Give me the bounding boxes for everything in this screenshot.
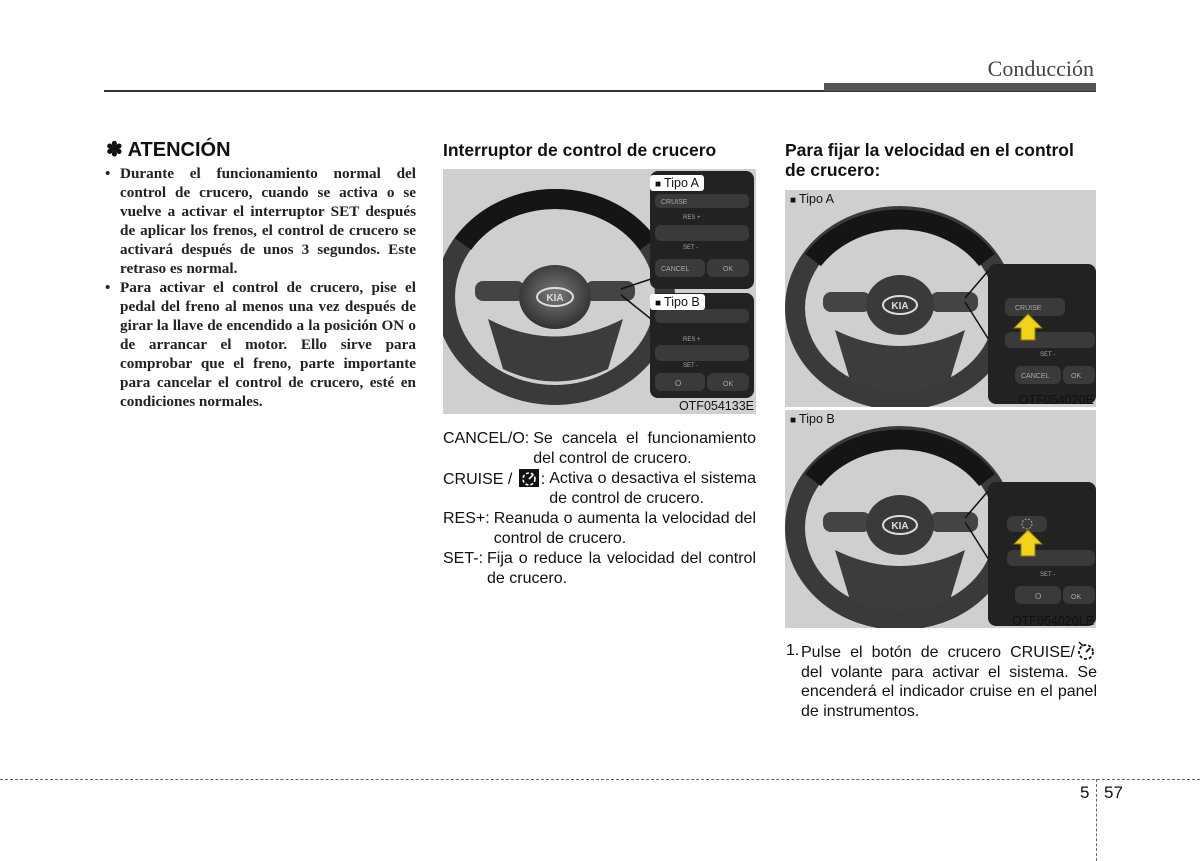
- section-title: Conducción: [987, 56, 1094, 81]
- figure-code: OTF054020E: [1018, 393, 1094, 407]
- steering-figure-type-b: [785, 410, 1096, 628]
- svg-text:RES +: RES +: [683, 215, 701, 221]
- def-desc: Se cancela el funcionamiento del control de crucero.: [533, 430, 756, 467]
- svg-text:CRUISE: CRUISE: [1015, 305, 1042, 312]
- kia-logo-text: KIA: [546, 293, 564, 304]
- svg-text:OK: OK: [723, 381, 734, 388]
- svg-text:OK: OK: [1071, 594, 1082, 601]
- steering-figure-type-a: [785, 190, 1096, 407]
- warning-bullet-1: • Durante el funcionamiento normal del control de crucero, cuando se activa o se vuelve a activar el interruptor SET después de aplicar los frenos, el control de crucero se activará después de unos 3 segundos. Este retraso es normal.: [104, 164, 416, 278]
- step-1: [786, 641, 1097, 721]
- svg-text:SET -: SET -: [1040, 572, 1056, 578]
- page-number: 57: [1104, 783, 1123, 802]
- steering-wheel-illustration: [785, 190, 1096, 407]
- def-cancel: [443, 429, 756, 468]
- warning-bullet-2: • Para activar el control de crucero, pise el pedal del freno al menos una vez después de girar la llave de encendido a la posición ON o de arrancar el motor. Ello sirve para comprobar que el freno, parte importante para cancelar el control de crucero, esté en condiciones normales.: [104, 278, 416, 411]
- def-term: SET-:: [443, 550, 484, 567]
- svg-text:OK: OK: [723, 266, 734, 273]
- svg-text:CRUISE: CRUISE: [661, 199, 688, 206]
- step-number: 1.: [786, 642, 800, 659]
- figure-code: OTF054020LE: [1012, 614, 1094, 628]
- def-term: RES+:: [443, 510, 490, 527]
- def-desc: Fija o reduce la velocidad del control de crucero.: [487, 550, 756, 587]
- tag-type-b: ■ Tipo B: [650, 294, 705, 310]
- set-speed-heading: Para fijar la velocidad en el control de crucero:: [785, 140, 1074, 180]
- tag-type-b: ■ Tipo B: [790, 412, 835, 426]
- def-cruise: [443, 469, 756, 508]
- def-desc: Reanuda o aumenta la velocidad del control de crucero.: [493, 510, 756, 547]
- svg-text:SET -: SET -: [683, 363, 699, 369]
- step-text: Pulse el botón de crucero CRUISE/ del volante para activar el sistema. Se encenderá el indicador cruise en el panel de instrumentos.: [801, 641, 1097, 721]
- switch-heading: Interruptor de control de crucero: [443, 140, 717, 160]
- svg-text:CANCEL: CANCEL: [661, 266, 690, 273]
- warning-title: ✽ ATENCIÓN: [106, 139, 231, 161]
- svg-text:O: O: [675, 379, 682, 388]
- def-term: CRUISE / :: [443, 471, 546, 488]
- svg-text:SET -: SET -: [1040, 352, 1056, 358]
- chapter-number: 5: [1080, 783, 1090, 802]
- svg-text:KIA: KIA: [891, 521, 909, 532]
- footer-divider: [1096, 779, 1097, 861]
- steering-wheel-figure: [443, 169, 756, 414]
- def-set: [443, 549, 756, 588]
- figure-code: OTF054133E: [678, 399, 754, 413]
- def-desc: Activa o desactiva el sistema de control de crucero.: [549, 470, 756, 507]
- svg-text:OK: OK: [1071, 373, 1082, 380]
- svg-text:RES +: RES +: [683, 337, 701, 343]
- svg-text:KIA: KIA: [891, 301, 909, 312]
- cruise-icon: [519, 469, 539, 487]
- cruise-icon: [1075, 641, 1097, 661]
- svg-text:CANCEL: CANCEL: [1021, 373, 1050, 380]
- definitions-list: [443, 429, 756, 589]
- steering-wheel-illustration: [785, 410, 1096, 628]
- svg-text:SET -: SET -: [683, 245, 699, 251]
- footer-rule: [0, 779, 1200, 780]
- svg-text:O: O: [1035, 592, 1042, 601]
- tag-type-a: ■ Tipo A: [650, 175, 704, 191]
- def-term: CANCEL/O:: [443, 430, 530, 447]
- warning-list: [104, 164, 416, 411]
- def-res: [443, 509, 756, 548]
- tag-type-a: ■ Tipo A: [790, 192, 835, 206]
- header-rule-accent: [824, 83, 1096, 91]
- steering-wheel-illustration: [443, 169, 756, 414]
